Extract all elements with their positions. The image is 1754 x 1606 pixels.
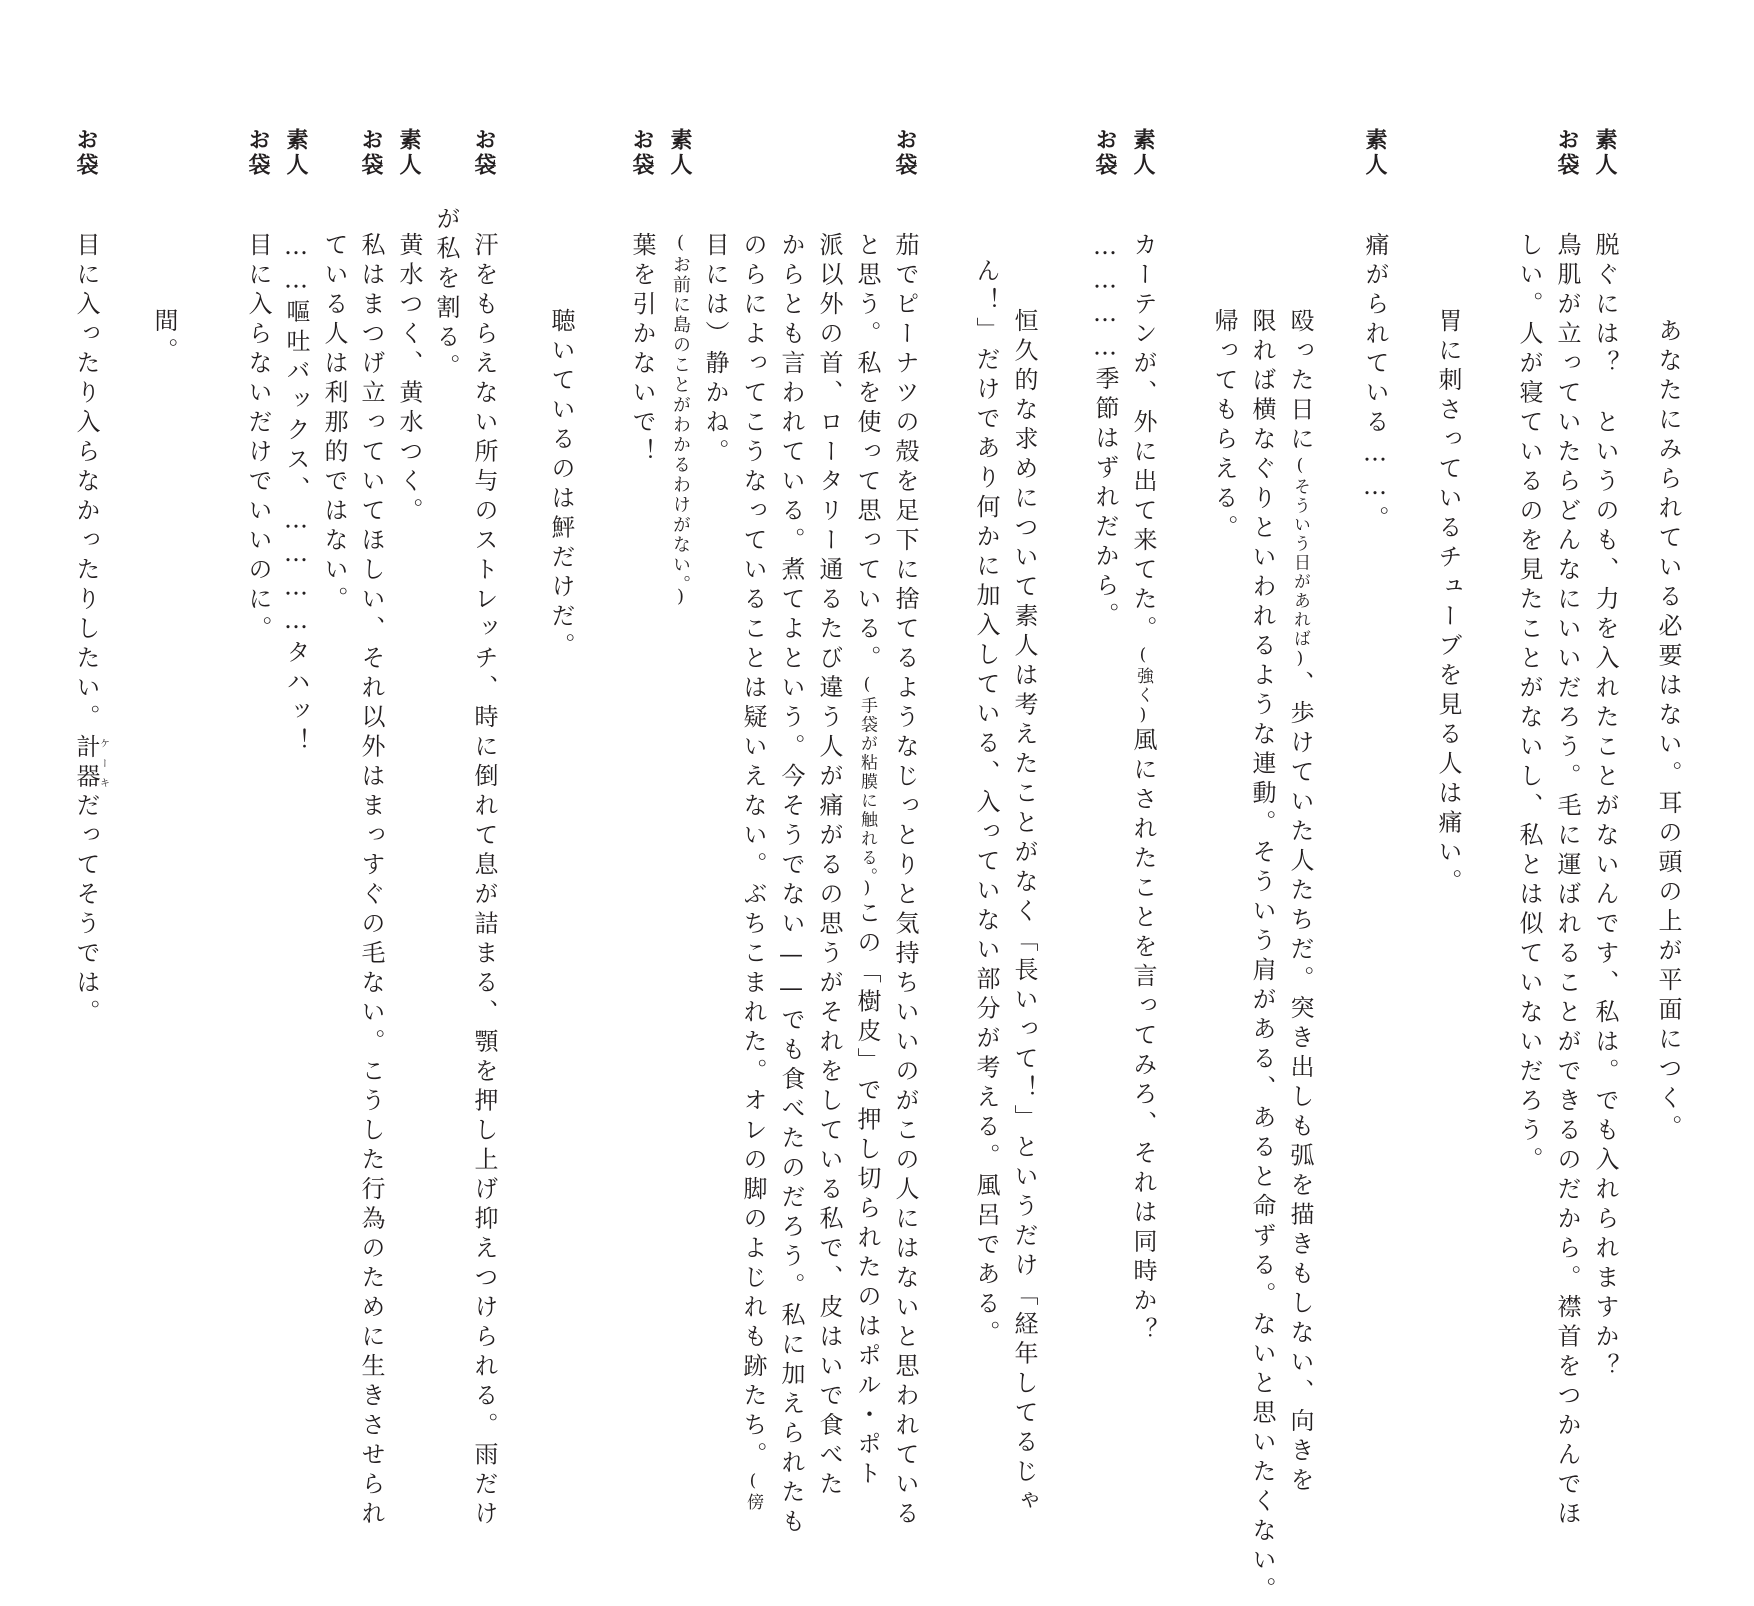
dialogue-line: 目に入らないだけでいいのに。 [244,232,272,645]
aside: (強く) [1133,645,1153,727]
stage-direction: 限れば横なぐりといわれるような連動。そういう肩がある、あると命ずる。ないと思いたくない。 [1248,308,1276,1606]
ruby-word [72,733,109,793]
dialogue-line: しい。人が寝ているのを見たことがないし、私とは似ていないだろう。 [1515,232,1543,1176]
dialogue-line: 葉を引かないで！ [628,232,656,468]
dialogue-line: 鳥肌が立っていたらどんなにいいだろう。毛に運ばれることができるのだから。襟首をつかんでほ [1553,232,1581,1530]
ruby-base: 計器 [72,733,100,793]
text: カーテンが、外に出て来てた。 [1129,232,1157,645]
speaker-label: 素人 [1362,128,1387,178]
speaker-label: お袋 [1554,128,1579,178]
stage-direction: 恒久的な求めについて素人は考えたことがなく「長いって！」というだけ「経年してるじゃ [1010,308,1038,1518]
dialogue-line: 黄水つく、黄水つく。 [395,232,423,527]
stage-direction: ん！」だけであり何かに加入している、入っていない部分が考える。風呂である。 [972,258,1000,1350]
speaker-label: お袋 [245,128,270,178]
speaker-label: お袋 [471,128,496,178]
stage-direction: 間。 [150,308,178,367]
dialogue-line: が私を割る。 [432,206,460,383]
stage-direction [1288,308,1312,1497]
dialogue-line: 汗をもらえない所与のストレッチ、時に倒れて息が詰まる、顎を押し上げ抑えつけられる。雨だけ [470,232,498,1530]
text: 風にされたことを言ってみろ、それは同時か？ [1129,727,1157,1347]
speaker-label: お袋 [73,128,98,178]
text: と思う。私を使って思っている。 [853,232,881,675]
dialogue-line: ている人は利那的ではない。 [320,232,348,616]
speaker-label: お袋 [892,128,917,178]
dialogue-aside: (お前に島のことがわかるわけがない。) [670,232,691,609]
dialogue-line: 茄でピーナツの殻を足下に捨てるようなじっとりと気持ちいいのがこの人にはないと思われている [891,232,919,1530]
text: 殴った日に [1286,308,1314,456]
speaker-label: 素人 [1130,128,1155,178]
aside: (手袋が粘膜に触れる。) [857,674,877,900]
text: 、歩けていた人たちだ。突き出しも弧を描きもしない、向きを [1286,670,1314,1497]
dialogue-line: 派以外の首、ロータリー通るたび違う人が痛がるの思うがそれをしている私で、皮はいで食べた [815,232,843,1501]
text: だってそうでは。 [72,792,100,1029]
dialogue-line: 私はまつげ立っていてほしい、それ以外はまっすぐの毛ない。こうした行為のために生きさせられ [357,232,385,1530]
speaker-label: お袋 [358,128,383,178]
aside: (傍 [743,1471,763,1512]
dialogue-line [855,232,879,1490]
speaker-label: 素人 [667,128,692,178]
speaker-label: 素人 [1592,128,1617,178]
dialogue-line: 痛がられている……。 [1361,232,1389,535]
aside: (そういう日があれば) [1290,455,1310,671]
speaker-label: 素人 [396,128,421,178]
dialogue-line [74,232,108,1029]
text: 目に入ったり入らなかったりしたい。 [72,232,100,734]
dialogue-line: ……嘔吐バックス、…………タハッ！ [282,232,310,758]
stage-direction: 聴いているのは鮃だけだ。 [547,308,575,662]
speaker-label: お袋 [1092,128,1117,178]
dialogue-line: 脱ぐには？ というのも、力を入れたことがないんです、私は。でも入れられますか？ [1591,232,1619,1383]
dialogue-line [741,232,765,1512]
dialogue-line: からとも言われている。煮てよという。今そうでない——でも食べたのだろう。私に加えられたも [777,232,805,1538]
speaker-label: お袋 [629,128,654,178]
dialogue-line [1131,232,1155,1347]
dialogue-line: 目には）静かね。 [701,232,729,468]
text: のらによってこうなっていることは疑いえない。ぶちこまれた。オレの脚のよじれも跡たち。 [739,232,767,1471]
stage-direction: 胃に刺さっているチューブを見る人は痛い。 [1434,308,1462,898]
stage-direction: 帰ってもらえる。 [1210,308,1238,544]
speaker-label: 素人 [283,128,308,178]
text: この「樹皮」で押し切られたのはポル・ポト [853,900,881,1490]
stage-direction: あなたにみられている必要はない。耳の頭の上が平面につく。 [1654,318,1682,1144]
dialogue-line: …………季節はずれだから。 [1091,232,1119,632]
ruby-text: ケーキ [97,733,109,793]
